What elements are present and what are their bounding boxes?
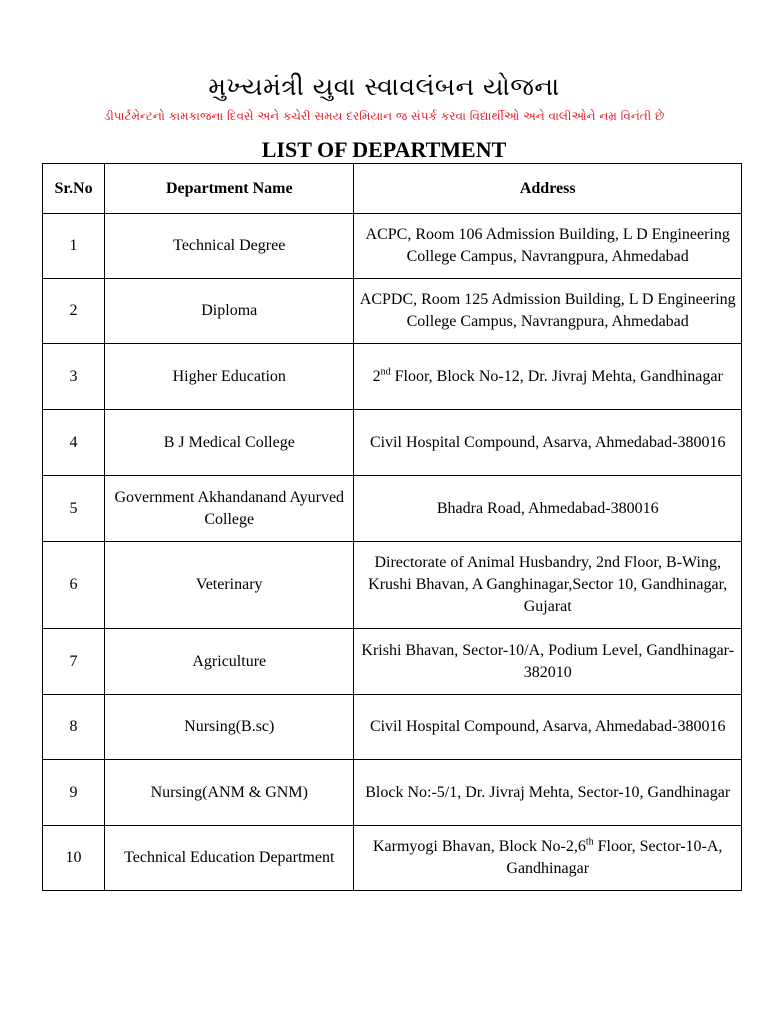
table-row <box>43 476 742 542</box>
address-cell: Krishi Bhavan, Sector-10/A, Podium Level, Gandhinagar-382010 <box>354 629 742 695</box>
page-title: મુખ્યમંત્રી યુવા સ્વાવલંબન યોજના <box>208 72 560 101</box>
table-row <box>43 629 742 695</box>
sr-no-cell: 9 <box>43 760 105 826</box>
department-name-cell: Higher Education <box>105 344 354 410</box>
sr-no-cell: 3 <box>43 344 105 410</box>
department-name-cell: Nursing(B.sc) <box>105 695 354 760</box>
department-name-cell: Nursing(ANM & GNM) <box>105 760 354 826</box>
address-cell: Civil Hospital Compound, Asarva, Ahmedabad-380016 <box>354 410 742 476</box>
sr-no-cell: 4 <box>43 410 105 476</box>
list-heading: LIST OF DEPARTMENT <box>261 137 507 162</box>
table-row <box>43 542 742 629</box>
address-cell: ACPDC, Room 125 Admission Building, L D Engineering College Campus, Navrangpura, Ahmedabad <box>354 279 742 344</box>
address-cell: Block No:-5/1, Dr. Jivraj Mehta, Sector-10, Gandhinagar <box>354 760 742 826</box>
address-cell <box>354 826 742 891</box>
table-row <box>43 695 742 760</box>
address-part: Floor, Sector-10-A, Gandhinagar <box>506 838 723 877</box>
table-row <box>43 826 742 891</box>
notice-text: ડીપાર્ટમેન્ટનો કામકાજના દિવસે અને કચેરી સમય દરમિયાન જ સંપર્ક કરવા વિદ્યાર્થીઓ અને વાલીઓને નમ્ર વિનંતી છે <box>103 109 665 123</box>
address-part: 2 <box>372 367 381 385</box>
sr-no-cell: 7 <box>43 629 105 695</box>
address-cell <box>354 344 742 410</box>
address-cell: Directorate of Animal Husbandry, 2nd Floor, B-Wing, Krushi Bhavan, A Ganghinagar,Sector 10, Gandhinagar, Gujarat <box>354 542 742 629</box>
sr-no-cell: 8 <box>43 695 105 760</box>
department-name-cell: Agriculture <box>105 629 354 695</box>
department-name-cell: Technical Degree <box>105 214 354 279</box>
sr-no-cell: 6 <box>43 542 105 629</box>
column-header-sr-no: Sr.No <box>43 164 105 214</box>
table-row <box>43 760 742 826</box>
department-name-cell: Veterinary <box>105 542 354 629</box>
table-row <box>43 279 742 344</box>
table-row <box>43 410 742 476</box>
ordinal-suffix: nd <box>380 366 391 378</box>
department-name-cell: Government Akhandanand Ayurved College <box>105 476 354 542</box>
department-name-cell: Diploma <box>105 279 354 344</box>
department-table <box>42 163 742 891</box>
sr-no-cell: 10 <box>43 826 105 891</box>
department-name-cell: B J Medical College <box>105 410 354 476</box>
table-header-row <box>43 164 742 214</box>
column-header-department-name: Department Name <box>105 164 354 214</box>
sr-no-cell: 1 <box>43 214 105 279</box>
address-cell: Bhadra Road, Ahmedabad-380016 <box>354 476 742 542</box>
address-part: Floor, Block No-12, Dr. Jivraj Mehta, Gandhinagar <box>390 367 723 385</box>
ordinal-suffix: th <box>585 836 594 848</box>
address-cell: ACPC, Room 106 Admission Building, L D Engineering College Campus, Navrangpura, Ahmedabad <box>354 214 742 279</box>
sr-no-cell: 2 <box>43 279 105 344</box>
department-name-cell: Technical Education Department <box>105 826 354 891</box>
table-row <box>43 214 742 279</box>
table-row <box>43 344 742 410</box>
column-header-address: Address <box>354 164 742 214</box>
address-part: Karmyogi Bhavan, Block No-2,6 <box>372 838 586 855</box>
sr-no-cell: 5 <box>43 476 105 542</box>
address-cell: Civil Hospital Compound, Asarva, Ahmedabad-380016 <box>354 695 742 760</box>
